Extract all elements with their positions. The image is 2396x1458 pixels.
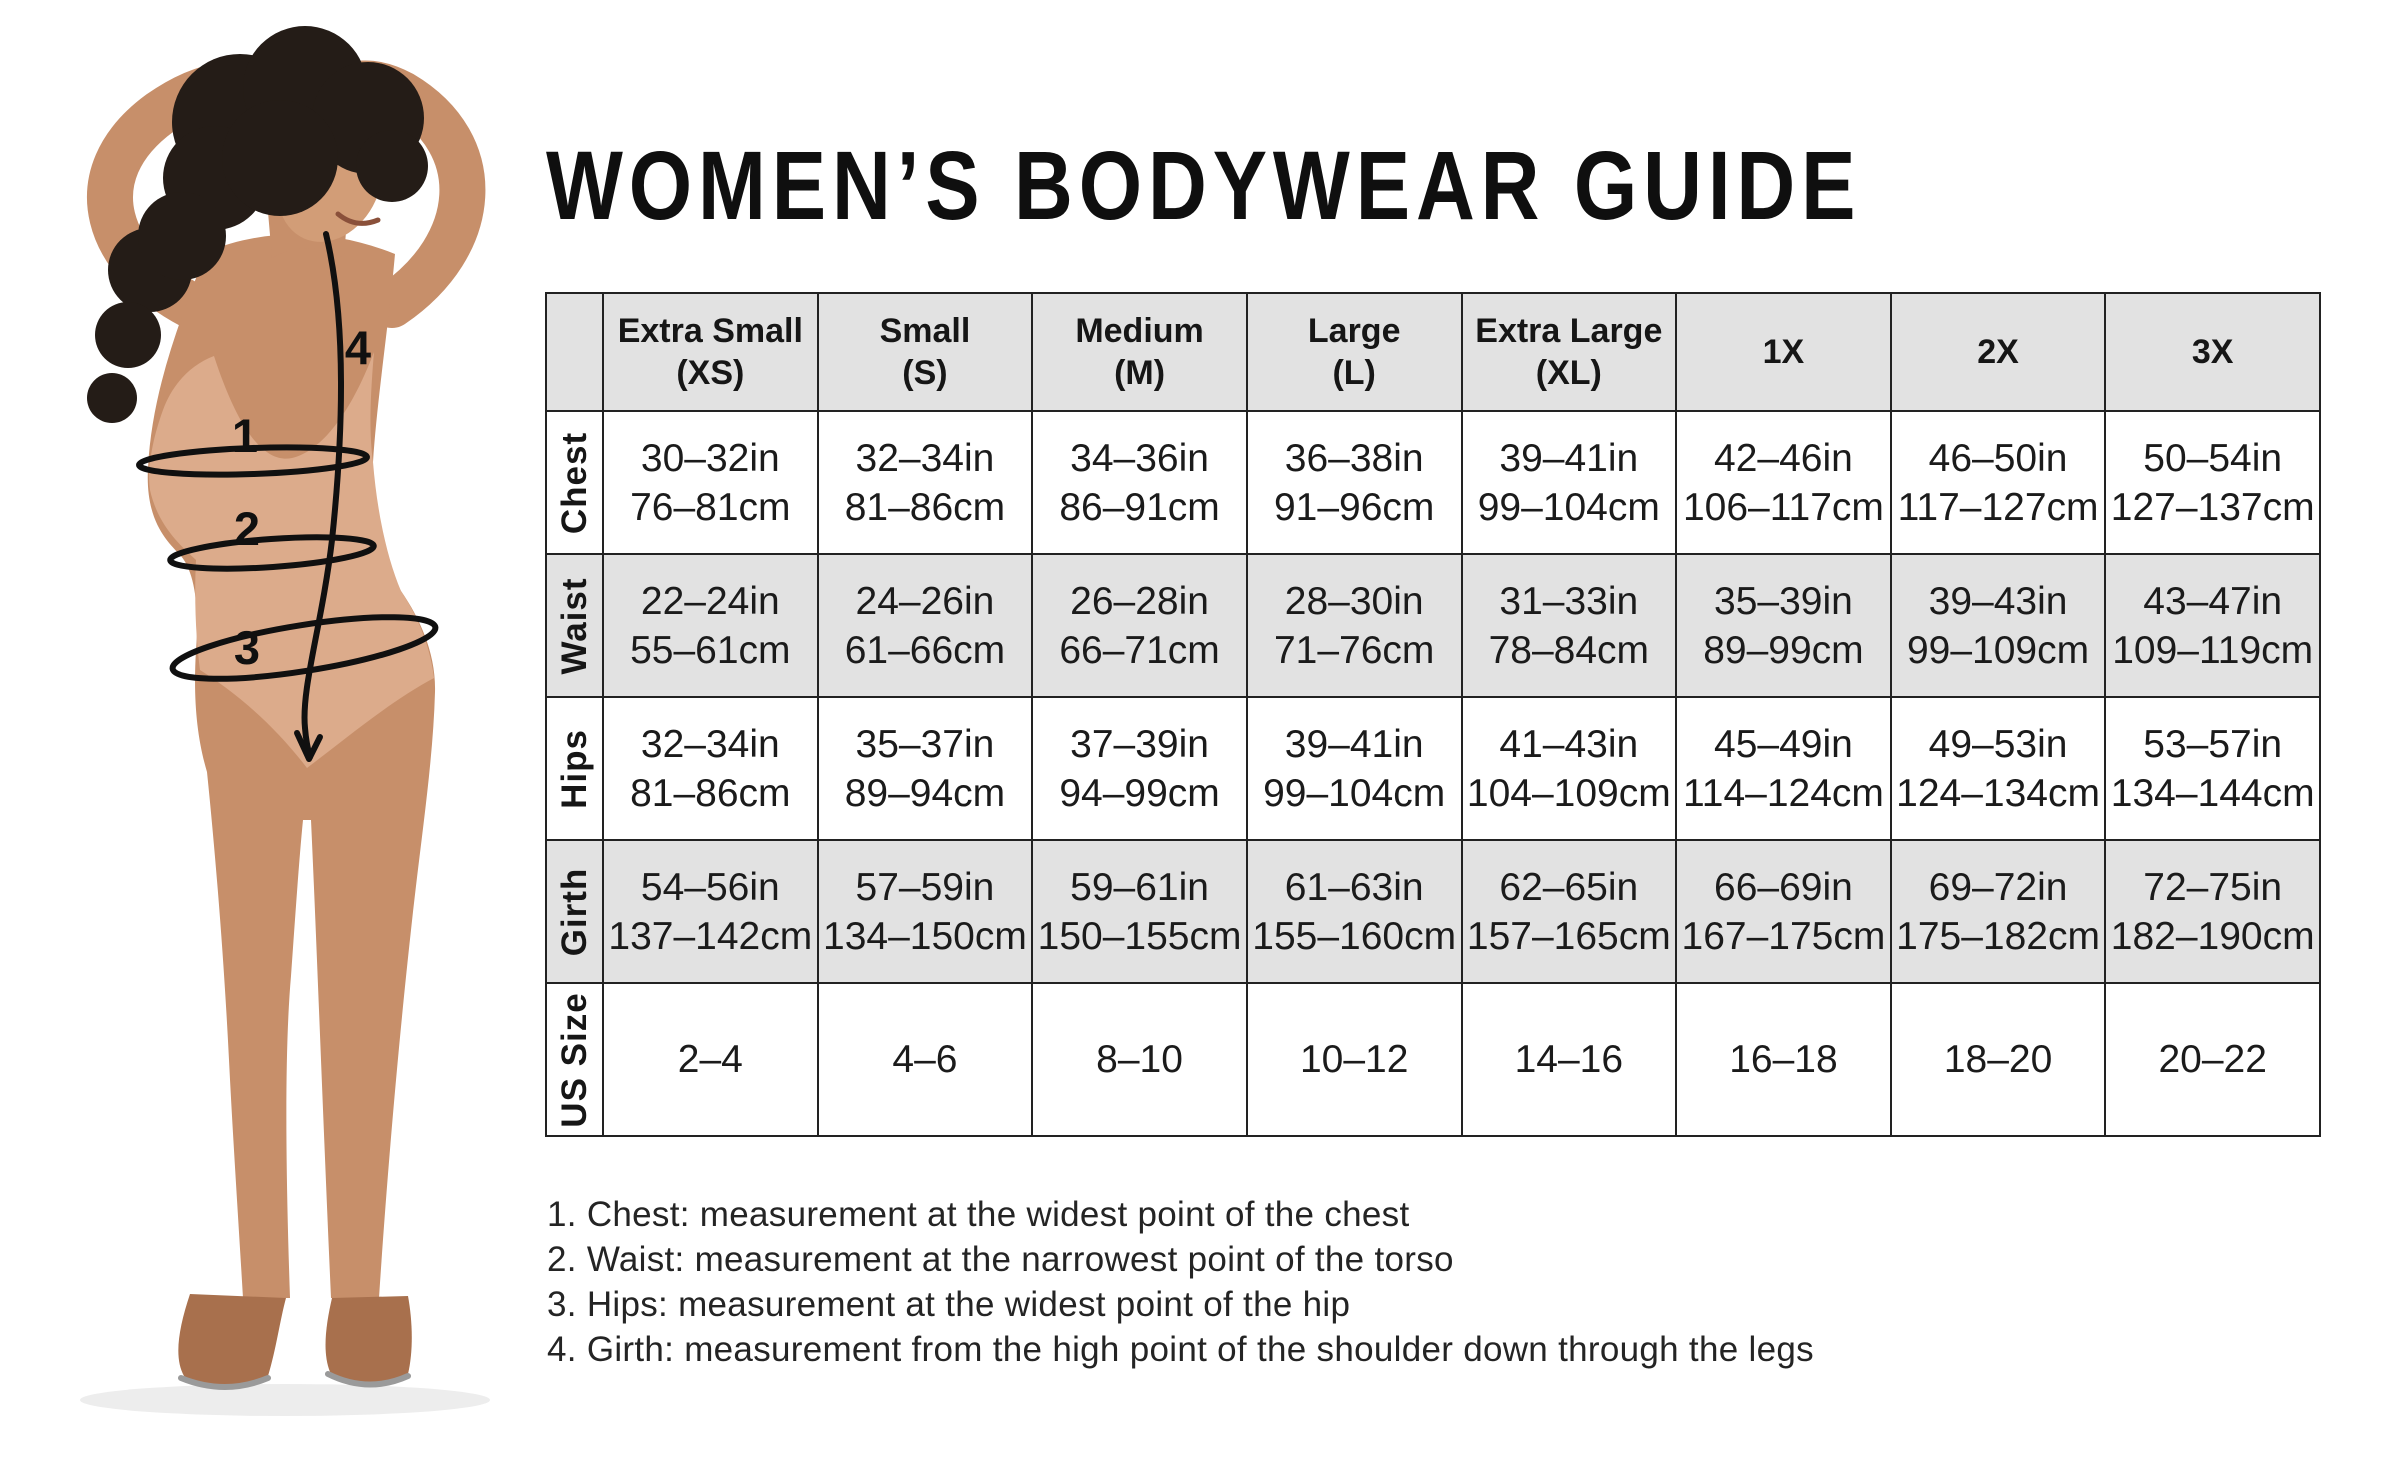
footnotes <box>547 1192 1814 1372</box>
measurement-cell: 50–54in 127–137cm <box>2105 411 2320 554</box>
measurement-cell: 49–53in 124–134cm <box>1891 697 2106 840</box>
measurement-cell: 22–24in 55–61cm <box>603 554 818 697</box>
measurement-cell: 39–41in 99–104cm <box>1462 411 1677 554</box>
measurement-cell: 37–39in 94–99cm <box>1032 697 1247 840</box>
marker-4-girth: 4 <box>344 321 372 374</box>
measurement-cell: 61–63in 155–160cm <box>1247 840 1462 983</box>
measurement-cell: 62–65in 157–165cm <box>1462 840 1677 983</box>
measurement-cell: 20–22 <box>2105 983 2320 1136</box>
column-header-3x: 3X <box>2105 293 2320 411</box>
corner-cell <box>546 293 603 411</box>
model-photo <box>0 0 520 1458</box>
measurement-cell: 32–34in 81–86cm <box>818 411 1033 554</box>
marker-2-waist: 2 <box>233 502 261 555</box>
column-header-m: Medium (M) <box>1032 293 1247 411</box>
column-header-xl: Extra Large (XL) <box>1462 293 1677 411</box>
measurement-cell: 35–37in 89–94cm <box>818 697 1033 840</box>
footnote-hips: 3. Hips: measurement at the widest point of the hip <box>547 1285 1351 1324</box>
size-table <box>545 292 2321 1137</box>
row-label-waist: Waist <box>546 554 603 697</box>
measurement-cell: 35–39in 89–99cm <box>1676 554 1891 697</box>
measurement-cell: 66–69in 167–175cm <box>1676 840 1891 983</box>
table-row-waist <box>546 554 2320 697</box>
measurement-cell: 8–10 <box>1032 983 1247 1136</box>
measurement-cell: 53–57in 134–144cm <box>2105 697 2320 840</box>
floor-shadow <box>80 1384 490 1416</box>
footnote-girth: 4. Girth: measurement from the high point of the shoulder down through the legs <box>547 1330 1814 1369</box>
measurement-cell: 36–38in 91–96cm <box>1247 411 1462 554</box>
column-header-xs: Extra Small (XS) <box>603 293 818 411</box>
measurement-cell: 39–43in 99–109cm <box>1891 554 2106 697</box>
row-label-hips: Hips <box>546 697 603 840</box>
measurement-cell: 24–26in 61–66cm <box>818 554 1033 697</box>
table-row-us-size <box>546 983 2320 1136</box>
column-header-2x: 2X <box>1891 293 2106 411</box>
footnote-chest: 1. Chest: measurement at the widest point of the chest <box>547 1195 1410 1234</box>
marker-1-chest: 1 <box>231 409 259 462</box>
measurement-cell: 43–47in 109–119cm <box>2105 554 2320 697</box>
column-header-s: Small (S) <box>818 293 1033 411</box>
measurement-cell: 46–50in 117–127cm <box>1891 411 2106 554</box>
size-table-head-row <box>546 293 2320 411</box>
row-label-chest: Chest <box>546 411 603 554</box>
measurement-cell: 26–28in 66–71cm <box>1032 554 1247 697</box>
measurement-cell: 45–49in 114–124cm <box>1676 697 1891 840</box>
measurement-cell: 34–36in 86–91cm <box>1032 411 1247 554</box>
row-label-us-size: US Size <box>546 983 603 1136</box>
table-row-hips <box>546 697 2320 840</box>
marker-3-hips: 3 <box>233 621 261 674</box>
measurement-cell: 69–72in 175–182cm <box>1891 840 2106 983</box>
measurement-cell: 14–16 <box>1462 983 1677 1136</box>
table-row-girth <box>546 840 2320 983</box>
measurement-cell: 57–59in 134–150cm <box>818 840 1033 983</box>
measurement-cell: 18–20 <box>1891 983 2106 1136</box>
measurement-cell: 41–43in 104–109cm <box>1462 697 1677 840</box>
measurement-cell: 42–46in 106–117cm <box>1676 411 1891 554</box>
measurement-cell: 4–6 <box>818 983 1033 1136</box>
measurement-cell: 28–30in 71–76cm <box>1247 554 1462 697</box>
measurement-cell: 32–34in 81–86cm <box>603 697 818 840</box>
row-label-girth: Girth <box>546 840 603 983</box>
column-header-1x: 1X <box>1676 293 1891 411</box>
measurement-cell: 54–56in 137–142cm <box>603 840 818 983</box>
measurement-cell: 59–61in 150–155cm <box>1032 840 1247 983</box>
column-header-l: Large (L) <box>1247 293 1462 411</box>
table-row-chest <box>546 411 2320 554</box>
measurement-cell: 72–75in 182–190cm <box>2105 840 2320 983</box>
footnote-waist: 2. Waist: measurement at the narrowest point of the torso <box>547 1240 1454 1279</box>
size-table-body <box>546 411 2320 1136</box>
measurement-cell: 2–4 <box>603 983 818 1136</box>
jazz-shoes <box>178 1294 411 1387</box>
measurement-cell: 16–18 <box>1676 983 1891 1136</box>
measurement-cell: 39–41in 99–104cm <box>1247 697 1462 840</box>
page-title: WOMEN’S BODYWEAR GUIDE <box>546 131 1862 240</box>
measurement-cell: 10–12 <box>1247 983 1462 1136</box>
measurement-cell: 31–33in 78–84cm <box>1462 554 1677 697</box>
measurement-cell: 30–32in 76–81cm <box>603 411 818 554</box>
